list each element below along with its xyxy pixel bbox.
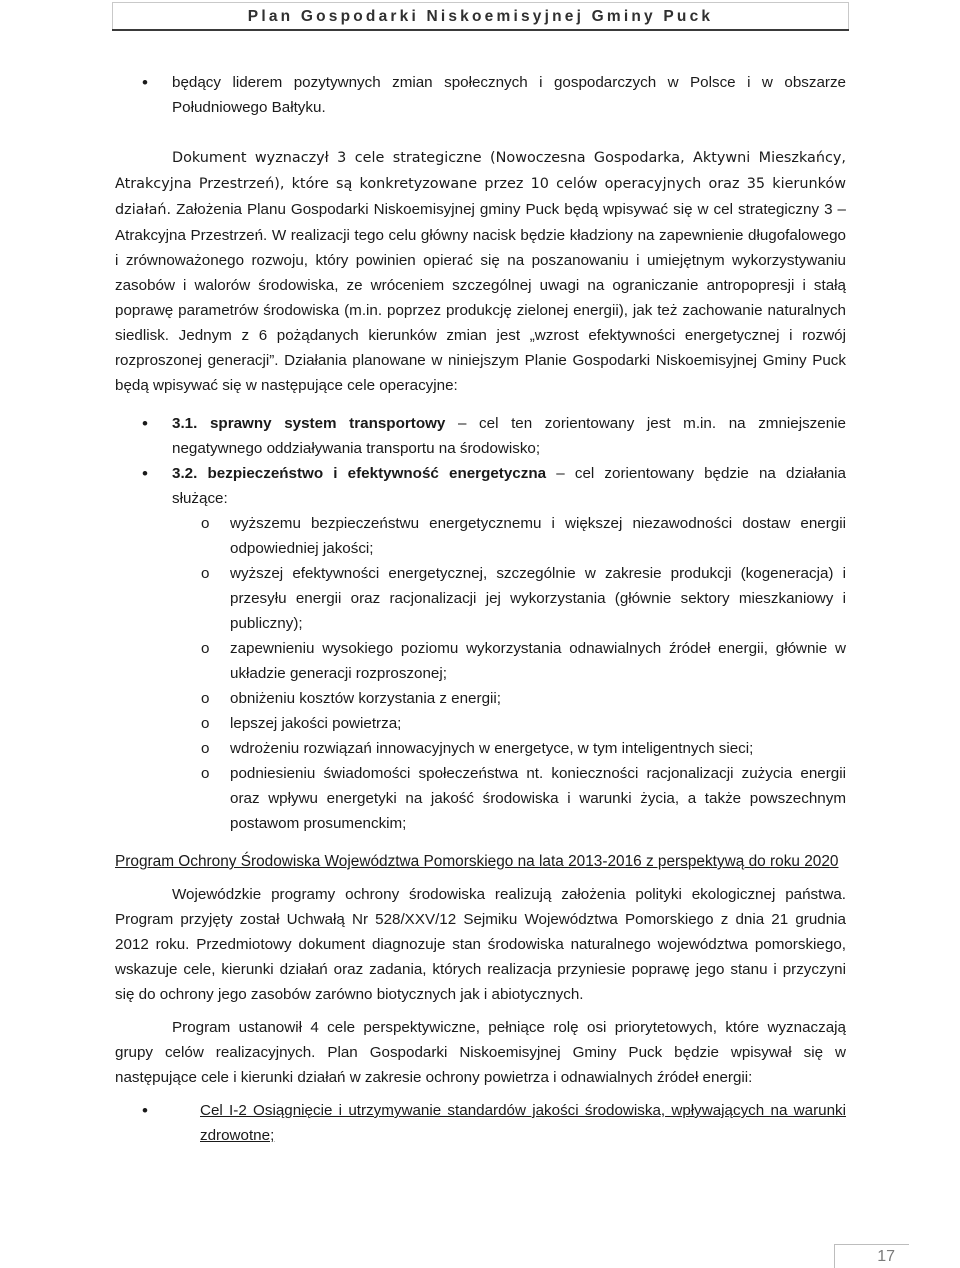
page-header	[112, 2, 849, 30]
goal-sub-list	[172, 511, 846, 836]
sub-list-item: o wyższej efektywności energetycznej, szczególnie w zakresie produkcji (kogeneracja) i przesyłu energii oraz racjonalizacji jej wykorzystania (głównie sektory mieszkaniowy i publiczny);	[172, 561, 846, 636]
paragraph-goals: Program ustanowił 4 cele perspektywiczne, pełniące rolę osi priorytetowych, które wyznaczają grupy celów realizacyjnych. Plan Gospodarki Niskoemisyjnej Gminy Puck będzie wpisywał się w następujące cele i kierunki działań w zakresie ochrony powietrza i odnawialnych źródeł energii:	[115, 1019, 846, 1086]
section-heading: Program Ochrony Środowiska Województwa Pomorskiego na lata 2013-2016 z perspektywą do roku 2020	[115, 853, 839, 870]
sub-list-item: o wdrożeniu rozwiązań innowacyjnych w energetyce, w tym inteligentnych sieci;	[172, 736, 846, 761]
sub-list-item: o obniżeniu kosztów korzystania z energii;	[172, 686, 846, 711]
goal-number: 3.1.	[172, 415, 198, 432]
intro-bullet-list	[115, 70, 846, 120]
final-bullet-item: • Cel I-2 Osiągnięcie i utrzymywanie standardów jakości środowiska, wpływających na warunki zdrowotne;	[115, 1098, 846, 1148]
page-number: 17	[877, 1248, 895, 1265]
paragraph-strategy	[115, 145, 846, 398]
paragraph-program: Wojewódzkie programy ochrony środowiska realizują założenia polityki ekologicznej państwa. Program przyjęty został Uchwałą Nr 528/XXV/12 Sejmiku Województwa Pomorskiego z dnia 21 grudnia 2012 roku. Przedmiotowy dokument diagnozuje stan środowiska naturalnego województwa pomorskiego, wskazuje cele, kierunki działań oraz zadania, których realizacja przyniesie poprawę jego stanu i przyczyni się do ochrony jego zasobów zarówno biotycznych jak i abiotycznych.	[115, 886, 846, 1003]
operational-goals-list	[115, 411, 846, 836]
goal-number: 3.2.	[172, 465, 198, 482]
goal-item	[115, 461, 846, 836]
sub-list-item: o zapewnieniu wysokiego poziomu wykorzystania odnawialnych źródeł energii, głównie w układzie generacji rozproszonej;	[172, 636, 846, 686]
goal-item	[115, 411, 846, 461]
document-body	[115, 70, 846, 1148]
goal-name: bezpieczeństwo i efektywność energetyczna	[207, 465, 547, 482]
header-title: Plan Gospodarki Niskoemisyjnej Gminy Puck	[247, 8, 714, 25]
intro-bullet-item: • będący liderem pozytywnych zmian społecznych i gospodarczych w Polsce i w obszarze Południowego Bałtyku.	[115, 70, 846, 120]
paragraph-strategy-c: W realizacji tego celu główny nacisk będzie kładziony na zapewnienie długofalowego i zrównoważonego rozwoju, który powinien opierać się na poszanowaniu i umiejętnym wykorzystywaniu zasobów i walorów środowiska, ze wróceniem szczególnej uwagi na ograniczanie antropopresji i stałą poprawę parametrów środowiska (m.in. poprzez produkcję zielonej energii), jak też zachowanie naturalnych siedlisk. Jednym z 6 pożądanych kierunków zmian jest „wzrost efektywności energetycznej i rozwój rozproszonej generacji”. Działania planowane w niniejszym Planie Gospodarki Niskoemisyjnej Gminy Puck będą wpisywać się w następujące cele operacyjne:	[115, 227, 846, 394]
header-rule	[112, 29, 849, 31]
paragraph-strategy-b: Założenia Planu Gospodarki Niskoemisyjnej gminy Puck będą wpisywać się w cel strategiczny 3 – Atrakcyjna Przestrzeń.	[115, 201, 846, 244]
sub-list-item: o wyższemu bezpieczeństwu energetycznemu i większej niezawodności dostaw energii odpowiedniej jakości;	[172, 511, 846, 561]
goal-text: – cel zorientowany będzie na działania służące:	[172, 465, 846, 507]
goal-name: sprawny system transportowy	[209, 415, 446, 432]
goal-text: – cel ten zorientowany jest m.in. na zmniejszenie negatywnego oddziaływania transportu na środowisko;	[172, 415, 846, 457]
page-number-box	[834, 1244, 909, 1268]
sub-list-item: o lepszej jakości powietrza;	[172, 711, 846, 736]
sub-list-item: o podniesieniu świadomości społeczeństwa nt. konieczności racjonalizacji zużycia energii oraz wpływu energetyki na jakość środowiska i warunki życia, a także powszechnym postawom prosumenckim;	[172, 761, 846, 836]
final-bullet-list	[115, 1098, 846, 1148]
paragraph-strategy-a: Dokument wyznaczył 3 cele strategiczne (Nowoczesna Gospodarka, Aktywni Mieszkańcy, Atrakcyjna Przestrzeń), które są konkretyzowane przez 10 celów operacyjnych oraz 35 kierunków działań.	[115, 150, 846, 218]
